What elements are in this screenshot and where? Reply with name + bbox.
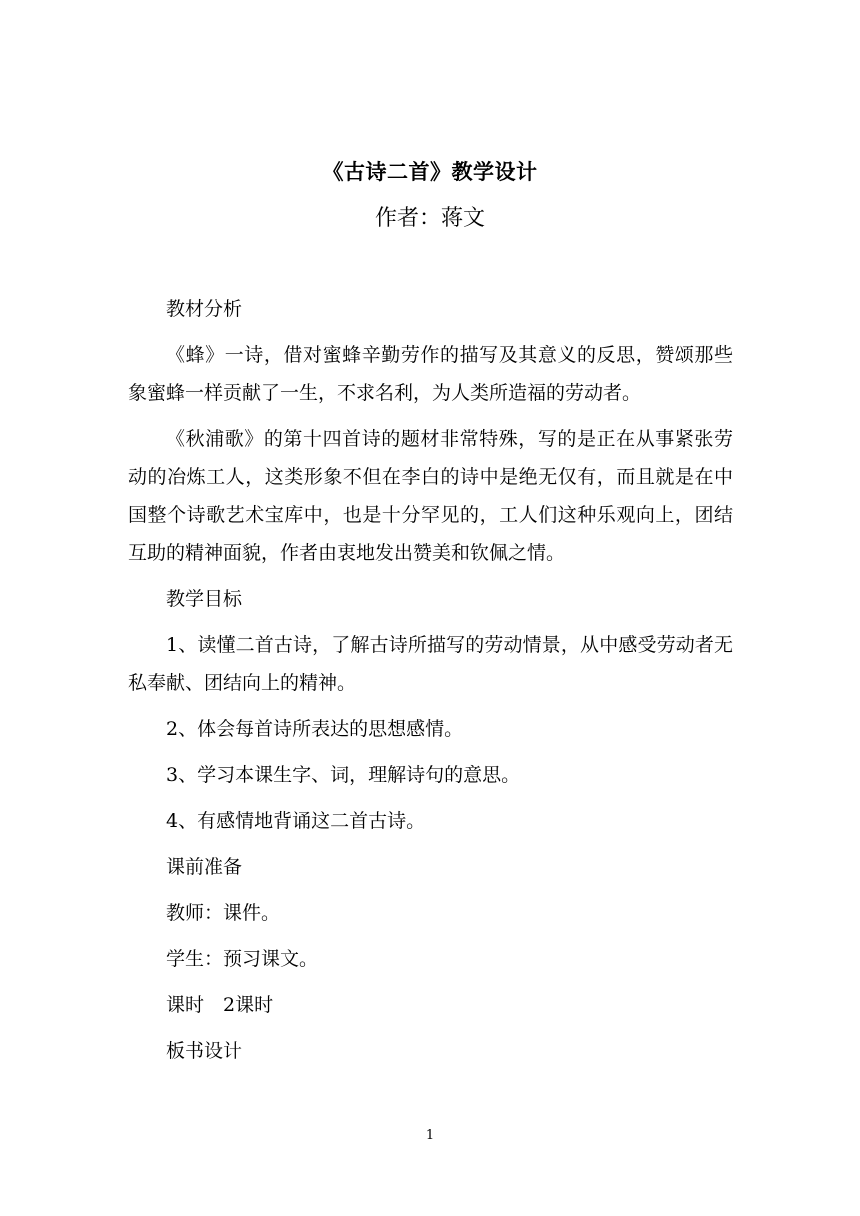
page-number: 1 [425, 1128, 435, 1143]
paragraph-bee-poem: 《蜂》一诗，借对蜜蜂辛勤劳作的描写及其意义的反思，赞颂那些象蜜蜂一样贡献了一生，不求名利，为人类所造福的劳动者。 [128, 344, 733, 404]
goal-item-3: 3、学习本课生字、词，理解诗句的意思。 [166, 764, 521, 786]
goal-item-1: 1、读懂二首古诗，了解古诗所描写的劳动情景，从中感受劳动者无私奉献、团结向上的精神。 [128, 634, 733, 694]
document-body [128, 290, 733, 1078]
section-heading-materials: 教材分析 [166, 298, 243, 320]
paragraph-qiupu-poem: 《秋浦歌》的第十四首诗的题材非常特殊，写的是正在从事紧张劳动的冶炼工人，这类形象不但在李白的诗中是绝无仅有，而且就是在中国整个诗歌艺术宝库中，也是十分罕见的，工人们这种乐观向上，团结互助的精神面貌，作者由衷地发出赞美和钦佩之情。 [128, 428, 733, 564]
section-heading-blackboard: 板书设计 [166, 1040, 243, 1062]
section-heading-preparation: 课前准备 [166, 856, 243, 878]
section-heading-goals: 教学目标 [166, 588, 243, 610]
document-author: 作者：蒋文 [374, 206, 485, 231]
goal-item-4: 4、有感情地背诵这二首古诗。 [166, 810, 426, 832]
document-title: 《古诗二首》教学设计 [322, 159, 538, 184]
class-hours: 课时 2课时 [166, 994, 274, 1016]
prep-student: 学生：预习课文。 [166, 948, 319, 970]
prep-teacher: 教师：课件。 [166, 902, 281, 924]
goal-item-2: 2、体会每首诗所表达的思想感情。 [166, 718, 464, 740]
